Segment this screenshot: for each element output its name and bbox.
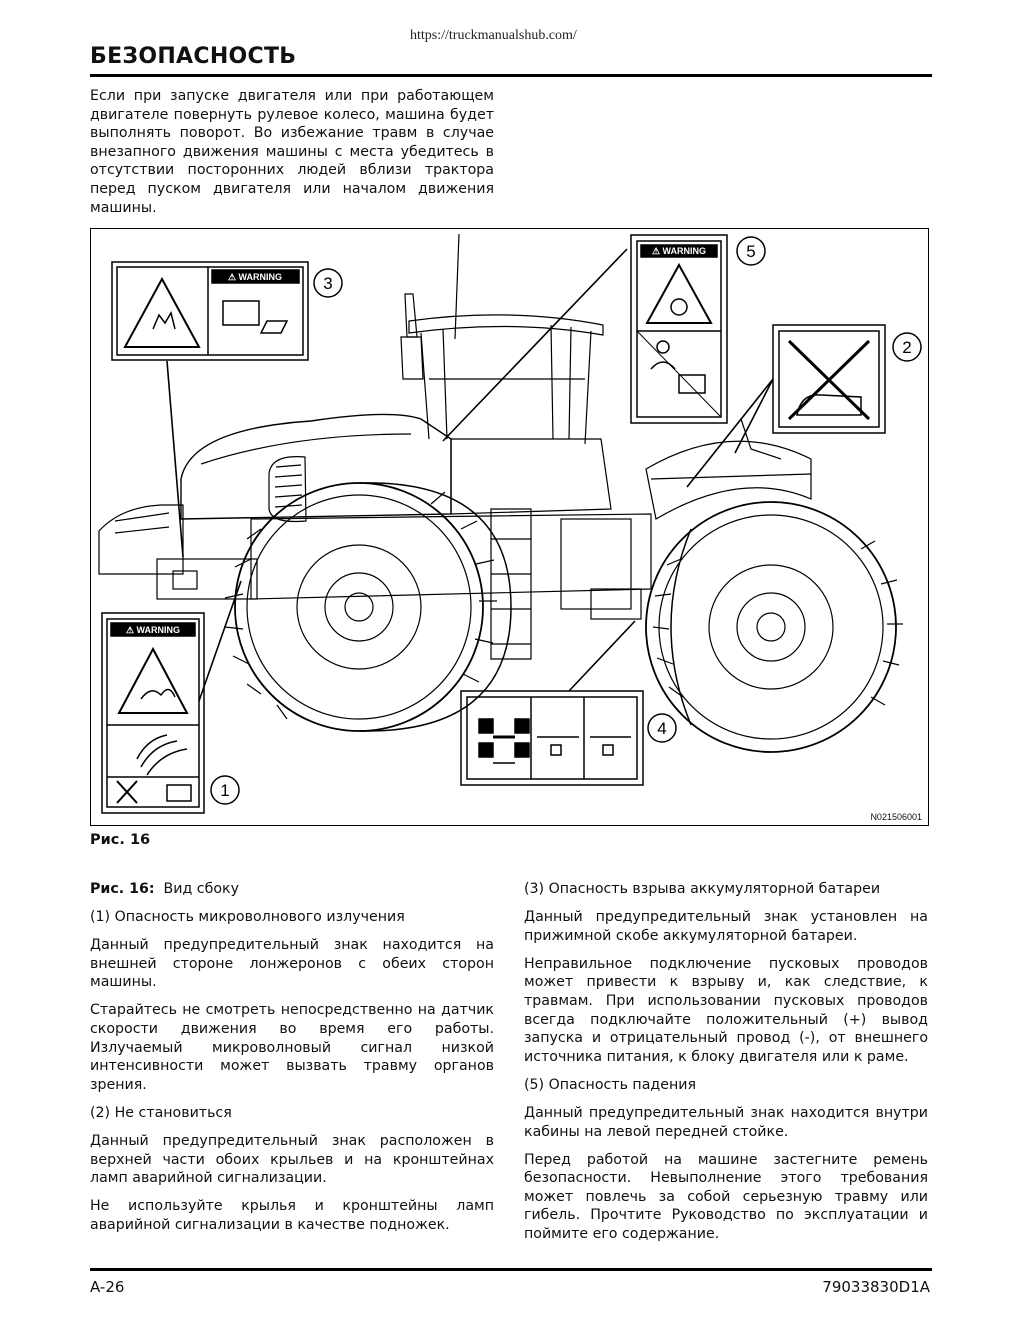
svg-text:⚠ WARNING: ⚠ WARNING bbox=[651, 246, 707, 256]
callout-4-label: 4 bbox=[657, 719, 667, 738]
intro-paragraph: Если при запуске двигателя или при работающем двигателе повернуть рулевое колесо, машина будет выполнять поворот. Во избежание травм в случае внезапного движения машины с места убедитесь в отсутствии посторонних людей вблизи трактора перед пуском двигателя или началом движения машины. bbox=[90, 88, 494, 216]
callout-2 bbox=[893, 333, 921, 361]
source-url[interactable]: https://truckmanualshub.com/ bbox=[410, 28, 577, 43]
hazard-1-location: Данный предупредительный знак находится на внешней стороне лонжеронов с обеих сторон машины. bbox=[90, 937, 494, 991]
callout-3 bbox=[314, 269, 342, 297]
hazard-5-instruction: Перед работой на машине застегните ремень безопасности. Невыполнение этого требования может повлечь за собой серьезную травму или гибель. Прочтите Руководство по эксплуатации и поймите его содержание. bbox=[524, 1151, 928, 1242]
page-number: A-26 bbox=[90, 1278, 125, 1296]
hazard-2-instruction: Не используйте крылья и кронштейны ламп аварийной сигнализации в качестве подножек. bbox=[90, 1198, 494, 1233]
callout-2-label: 2 bbox=[902, 338, 912, 357]
hazard-2-location: Данный предупредительный знак расположен в верхней части обоих крыльев и на кронштейнах ламп аварийной сигнализации. bbox=[90, 1133, 494, 1187]
left-column bbox=[90, 880, 494, 1244]
hazard-2-heading: (2) Не становиться bbox=[90, 1104, 232, 1121]
tractor-figure bbox=[90, 228, 929, 826]
caption-text: Вид сбоку bbox=[163, 881, 239, 897]
callout-4 bbox=[648, 714, 676, 742]
leader-lines bbox=[167, 249, 773, 701]
svg-text:⚠ WARNING: ⚠ WARNING bbox=[227, 272, 283, 282]
caption-prefix: Рис. 16: bbox=[90, 881, 155, 897]
hazard-5-heading: (5) Опасность падения bbox=[524, 1076, 696, 1093]
hazard-5-location: Данный предупредительный знак находится внутри кабины на левой передней стойке. bbox=[524, 1104, 928, 1140]
footer-rule bbox=[90, 1268, 932, 1271]
hazard-1-instruction: Старайтесь не смотреть непосредственно на датчик скорости движения во время его работы. Излучаемый микроволновый сигнал низкой интенсивности может вызвать травму органов зрения. bbox=[90, 1002, 494, 1093]
callout-5-label: 5 bbox=[746, 242, 756, 261]
callout-3-label: 3 bbox=[323, 274, 333, 293]
hazard-1-heading: (1) Опасность микроволнового излучения bbox=[90, 909, 405, 926]
callout-1-label: 1 bbox=[220, 781, 230, 800]
callout-1 bbox=[211, 776, 239, 804]
section-title: БЕЗОПАСНОСТЬ bbox=[90, 44, 297, 69]
decal-5 bbox=[631, 235, 727, 423]
hazard-3-heading: (3) Опасность взрыва аккумуляторной батареи bbox=[524, 881, 881, 897]
decal-3 bbox=[112, 262, 308, 360]
document-code: 79033830D1A bbox=[822, 1278, 930, 1296]
figure-code: N021506001 bbox=[870, 812, 922, 822]
decal-2 bbox=[773, 325, 885, 433]
figure-caption bbox=[90, 880, 494, 899]
right-column bbox=[524, 880, 928, 1253]
hazard-3-location: Данный предупредительный знак установлен на прижимной скобе аккумуляторной батареи. bbox=[524, 909, 928, 944]
decal-4 bbox=[461, 691, 643, 785]
figure-label: Рис. 16 bbox=[90, 832, 151, 848]
svg-text:⚠ WARNING: ⚠ WARNING bbox=[125, 625, 181, 635]
tractor-illustration bbox=[99, 234, 903, 752]
hazard-3-instruction: Неправильное подключение пусковых проводов может привести к взрыву и, как следствие, к травмам. При использовании пусковых проводов всегда подключайте положительный (+) вывод запуска и отрицательный провод (-), от внешнего источника питания, к блоку двигателя или к раме. bbox=[524, 955, 928, 1065]
callout-5 bbox=[737, 237, 765, 265]
header-rule bbox=[90, 74, 932, 77]
decal-1 bbox=[102, 613, 204, 813]
